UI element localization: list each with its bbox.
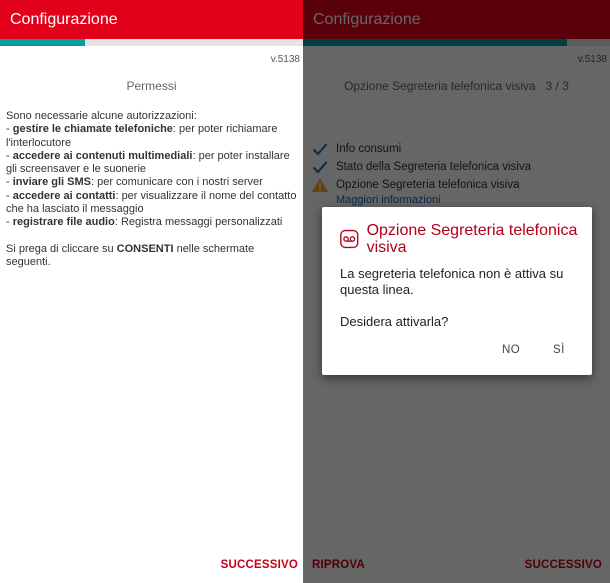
consent-prompt: Si prega di cliccare su CONSENTI nelle schermate seguenti. — [6, 242, 255, 268]
dialog-header — [340, 222, 582, 256]
permission-item: - inviare gli SMS: per comunicare con i nostri server — [6, 176, 263, 189]
voicemail-option-screen — [303, 0, 610, 583]
no-button[interactable]: NO — [502, 344, 521, 356]
dialog-question: Desidera attivarla? — [340, 314, 449, 329]
voicemail-icon — [340, 228, 359, 250]
progress-bar — [0, 39, 303, 46]
permissions-text — [6, 110, 299, 269]
next-button[interactable]: SUCCESSIVO — [220, 559, 298, 571]
step-title: Permessi — [126, 79, 177, 93]
permission-item: - gestire le chiamate telefoniche: per poter richiamare l'interlocutore — [6, 123, 278, 149]
permissions-list — [6, 123, 299, 229]
permission-item: - accedere ai contatti: per visualizzare il nome del contatto che ha lasciato il messaggio — [6, 189, 297, 216]
intro-text: Sono necessarie alcune autorizzazioni: — [6, 110, 197, 122]
yes-button[interactable]: SÌ — [553, 344, 565, 356]
dialog-message-text: La segreteria telefonica non è attiva su questa linea. — [340, 266, 564, 297]
activation-dialog — [322, 207, 592, 375]
permissions-screen — [0, 0, 303, 583]
app-title: Configurazione — [10, 10, 118, 28]
permission-item: - accedere ai contenuti multimediali: per poter installare gli screensaver e le suonerie — [6, 149, 290, 176]
dialog-message — [340, 266, 578, 330]
version-label: v.5138 — [270, 54, 300, 65]
permission-item: - registrare file audio: Registra messaggi personalizzati — [6, 216, 283, 229]
dialog-title: Opzione Segreteria telefonica visiva — [366, 222, 578, 256]
progress-fill — [0, 39, 85, 46]
app-bar — [0, 0, 303, 39]
